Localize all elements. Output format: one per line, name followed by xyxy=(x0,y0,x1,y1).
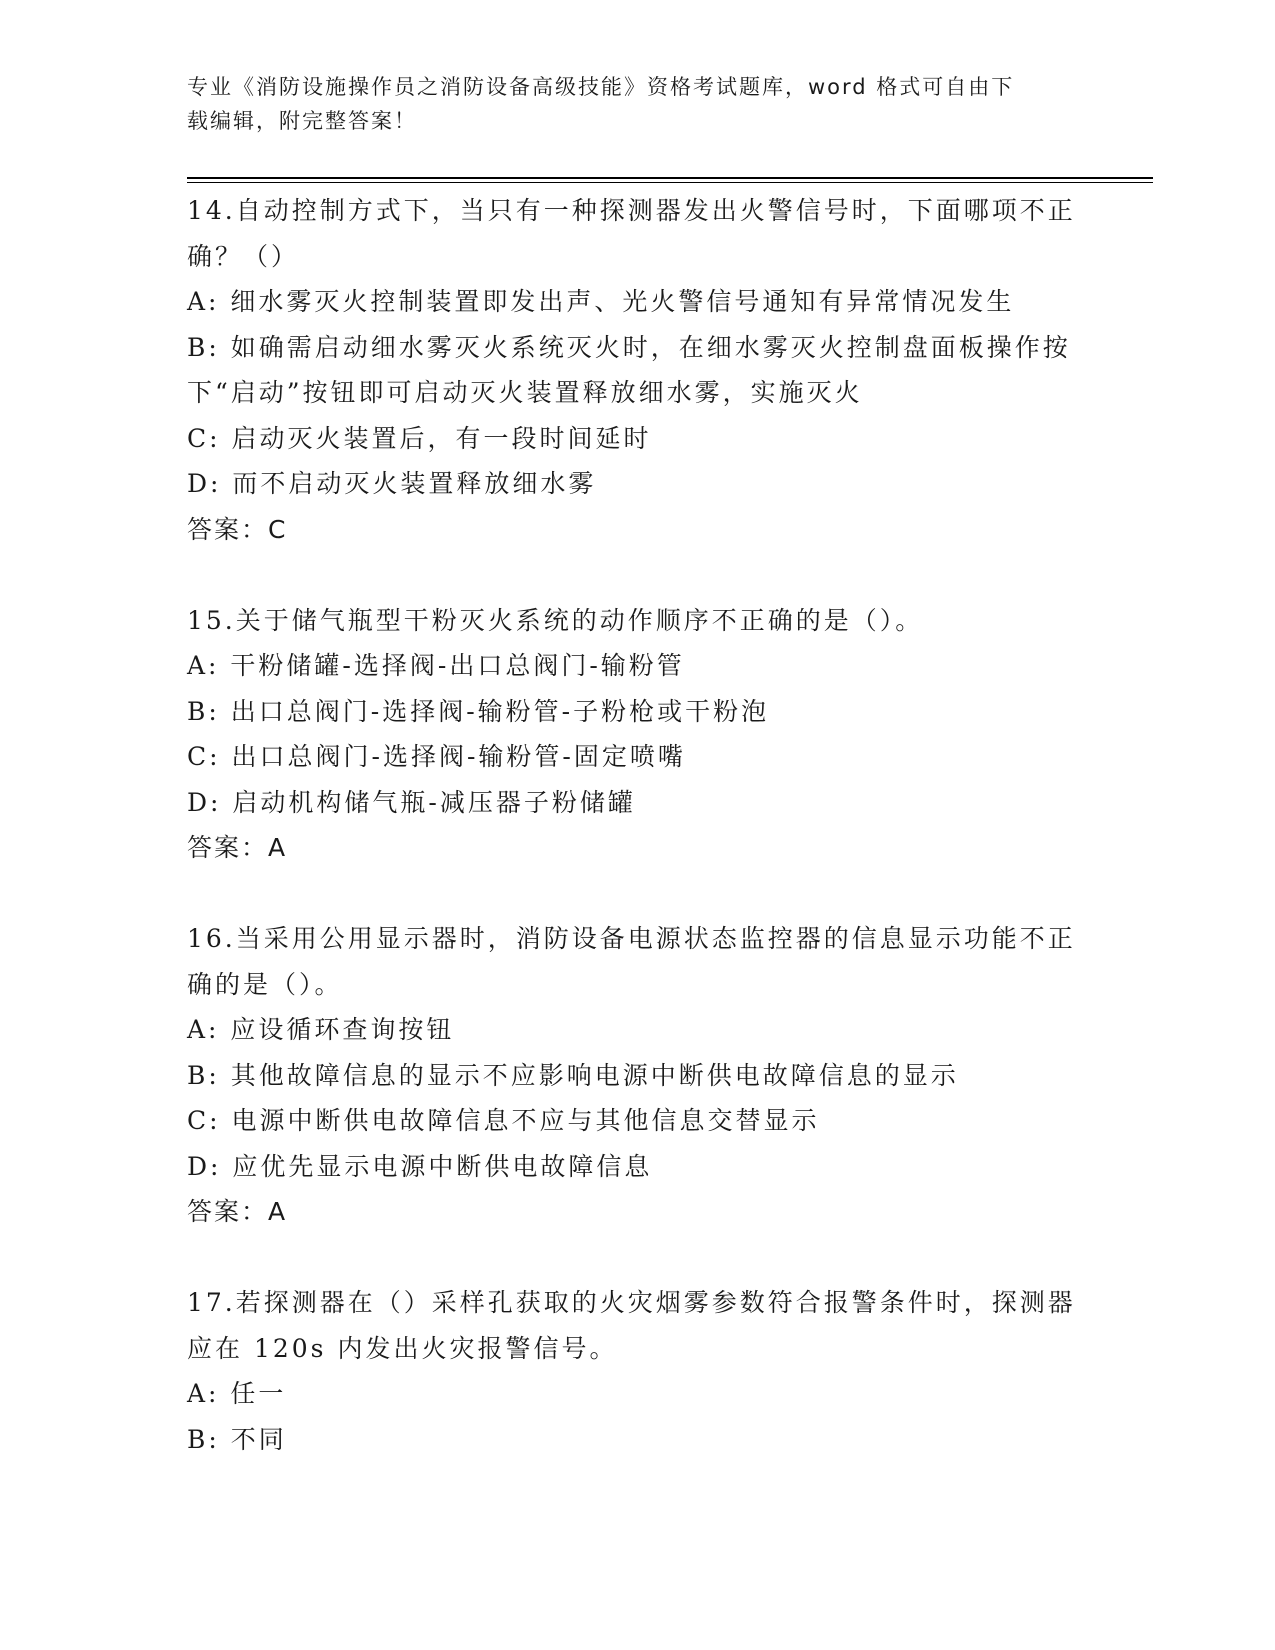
question-14 xyxy=(187,188,1077,552)
question-15 xyxy=(187,598,1077,871)
question-spacer xyxy=(187,871,1077,917)
question-spacer xyxy=(187,552,1077,598)
option-c: C: 出口总阀门-选择阀-输粉管-固定喷嘴 xyxy=(187,742,686,771)
question-list xyxy=(187,188,1077,1462)
question-17 xyxy=(187,1280,1077,1462)
question-stem: 16.当采用公用显示器时，消防设备电源状态监控器的信息显示功能不正确的是（）。 xyxy=(187,924,1076,999)
option-b: B: 如确需启动细水雾灭火系统灭火时，在细水雾灭火控制盘面板操作按下“启动”按钮即可启动灭火装置释放细水雾，实施灭火 xyxy=(187,332,1071,407)
option-d: D: 应优先显示电源中断供电故障信息 xyxy=(187,1151,653,1181)
option-c: C: 启动灭火装置后，有一段时间延时 xyxy=(187,423,652,453)
intro-line-1: 专业《消防设施操作员之消防设备高级技能》资格考试题库，word 格式可自由下 xyxy=(187,75,1015,99)
answer-line: 答案：C xyxy=(187,514,288,544)
option-d: D: 而不启动灭火装置释放细水雾 xyxy=(187,469,597,498)
question-stem: 14.自动控制方式下，当只有一种探测器发出火警信号时，下面哪项不正确？（） xyxy=(187,196,1076,271)
option-d: D: 启动机构储气瓶-减压器子粉储罐 xyxy=(187,787,636,817)
option-b: B: 不同 xyxy=(187,1424,287,1454)
question-stem: 17.若探测器在（）采样孔获取的火灾烟雾参数符合报警条件时，探测器应在 120s 内发出火灾报警信号。 xyxy=(187,1288,1076,1363)
option-c: C: 电源中断供电故障信息不应与其他信息交替显示 xyxy=(187,1106,820,1135)
option-a: A: 细水雾灭火控制装置即发出声、光火警信号通知有异常情况发生 xyxy=(187,287,1015,316)
header-divider-thin xyxy=(187,182,1153,183)
option-a: A: 任一 xyxy=(187,1379,287,1408)
answer-line: 答案：A xyxy=(187,833,288,862)
answer-line: 答案：A xyxy=(187,1197,288,1226)
question-spacer xyxy=(187,1235,1077,1281)
header-divider-thick xyxy=(187,177,1153,179)
option-a: A: 应设循环查询按钮 xyxy=(187,1015,455,1044)
option-b: B: 其他故障信息的显示不应影响电源中断供电故障信息的显示 xyxy=(187,1060,959,1090)
intro-line-2: 载编辑，附完整答案！ xyxy=(187,109,417,133)
option-a: A: 干粉储罐-选择阀-出口总阀门-输粉管 xyxy=(187,651,685,680)
option-b: B: 出口总阀门-选择阀-输粉管-子粉枪或干粉泡 xyxy=(187,696,770,726)
question-16 xyxy=(187,916,1077,1235)
document-intro xyxy=(187,70,1077,138)
question-stem: 15.关于储气瓶型干粉灭火系统的动作顺序不正确的是（）。 xyxy=(187,605,924,635)
